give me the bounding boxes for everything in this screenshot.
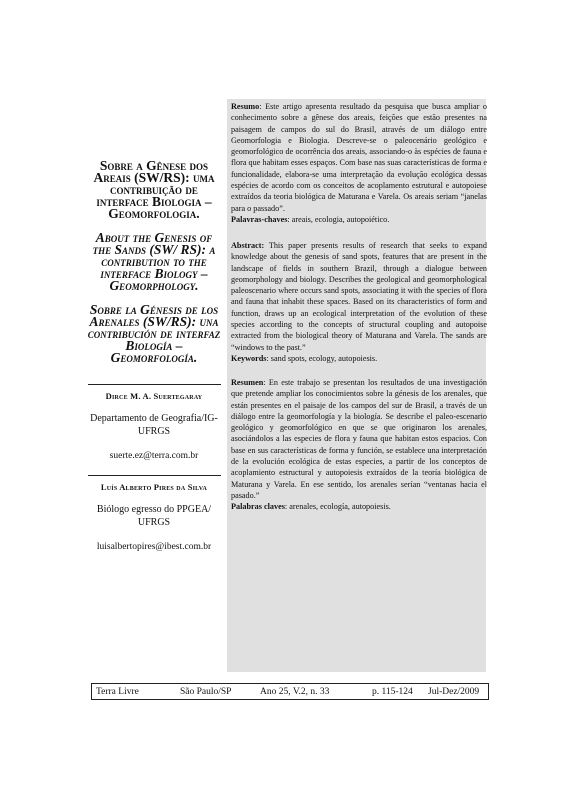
title-spanish: Sobre la Génesis de los Arenales (SW/RS): una contribución de interfaz Biología – Geomorfología. — [87, 302, 221, 365]
abstract-label: Abstract: — [231, 241, 265, 250]
volume-info: Ano 25, V.2, n. 33 — [260, 686, 330, 697]
author-affiliation-1: Departamento de Geografia/IG-UFRGS — [90, 413, 218, 437]
abstract-portuguese — [231, 101, 487, 225]
abstract-label: Resumen — [231, 378, 264, 387]
abstract-text: This paper presents results of research that seeks to expand knowledge about the genesis of sand spots, features that are present in the landscape of fields in southern Brazil, through a dialogue between geomorphology and biology. Describes the geological and geomorphological paleoscenario where occurs sand spots, associating it with the species of flora and fauna that inhabit these spaces. Based on its characteristics of form and function, draws up an ecological interpretation of the evolution of these species according to the concepts of structural coupling and autopoise extracted from the biological theory of Maturana and Varela. The sands are “windows to the past.” — [231, 241, 487, 352]
title-english: About the Genesis of the Sands (SW/ RS): a contribution to the interface Biology – Geomorphology. — [92, 230, 216, 293]
author-name-1: Dirce M. A. Suertegaray — [105, 391, 203, 401]
keywords-text: : areais, ecologia, autopoiético. — [287, 214, 390, 224]
abstract-text: : Este artigo apresenta resultado da pesquisa que busca ampliar o conhecimento sobre a gênese dos areais, feições que estão presentes na paisagem de campos do sul do Brasil, através de um diálogo entre Geomorfologia e Biologia. Descreve-se o paleocenário geológico e geomorfológico de ocorrência dos areais, associando-o às espécies de fauna e flora que habitam esses espaços. Com base nas suas características de forma e funcionalidade, elabora-se uma interpretação da evolução ecológica dessas espécies de acordo com os conceitos de acoplamento estrutural e autopoiese extraídos da teoria biológica de Maturana e Varela. Os areais seriam “janelas para o passado”. — [231, 102, 487, 213]
keywords-label: Palavras-chaves — [231, 214, 288, 224]
abstract-text: : En este trabajo se presentan los resultados de una investigación que pretende ampliar los conocimientos sobre la génesis de los arenales, que están presentes en el paisaje de los campos del sur de Brasil, a través de un diálogo entre la geomorfología y la biología. Se describe el paleo-escenario geológico y geomorfológico en que se que originaron los arenales, asociándolos a las especies de flora y fauna que habitan estos espacios. Con base en sus características de forma y función, se establece una interpretación de la evolución ecológica de estas especies, a partir de los conceptos de acoplamiento estructural y autopoiesis extraídos de la teoría biológica de Maturana y Varela. En ese sentido, los arenales serían “ventanas hacia el pasado.” — [231, 378, 487, 500]
keywords-label: Palabras claves — [231, 502, 285, 512]
abstract-english — [231, 240, 487, 364]
keywords-text: : sand spots, ecology, autopoiesis. — [266, 353, 378, 363]
author-name-2: Luís Alberto Pires da Silva — [100, 482, 208, 492]
author-divider — [88, 475, 221, 476]
title-block — [86, 160, 222, 566]
abstract-spanish — [231, 377, 487, 513]
title-portuguese: Sobre a Gênese dos Areais (SW/RS): uma contribuição de interface Biologia – Geomorfologia. — [93, 158, 215, 221]
page-range: p. 115-124 — [372, 686, 413, 697]
keywords-label: Keywords — [231, 353, 267, 363]
author-email-1[interactable]: suerte.ez@terra.com.br — [109, 451, 199, 461]
publication-date: Jul-Dez/2009 — [428, 686, 480, 697]
journal-name: Terra Livre — [96, 686, 139, 697]
citation-footer — [91, 683, 489, 700]
author-email-2[interactable]: luisalbertopires@ibest.com.br — [96, 542, 212, 552]
keywords-text: : arenales, ecología, autopoiesis. — [284, 502, 391, 512]
author-affiliation-2: Biólogo egresso do PPGEA/ UFRGS — [96, 504, 212, 528]
author-divider — [88, 384, 221, 385]
publication-place: São Paulo/SP — [180, 686, 232, 697]
abstract-label: Resumo — [231, 102, 260, 111]
